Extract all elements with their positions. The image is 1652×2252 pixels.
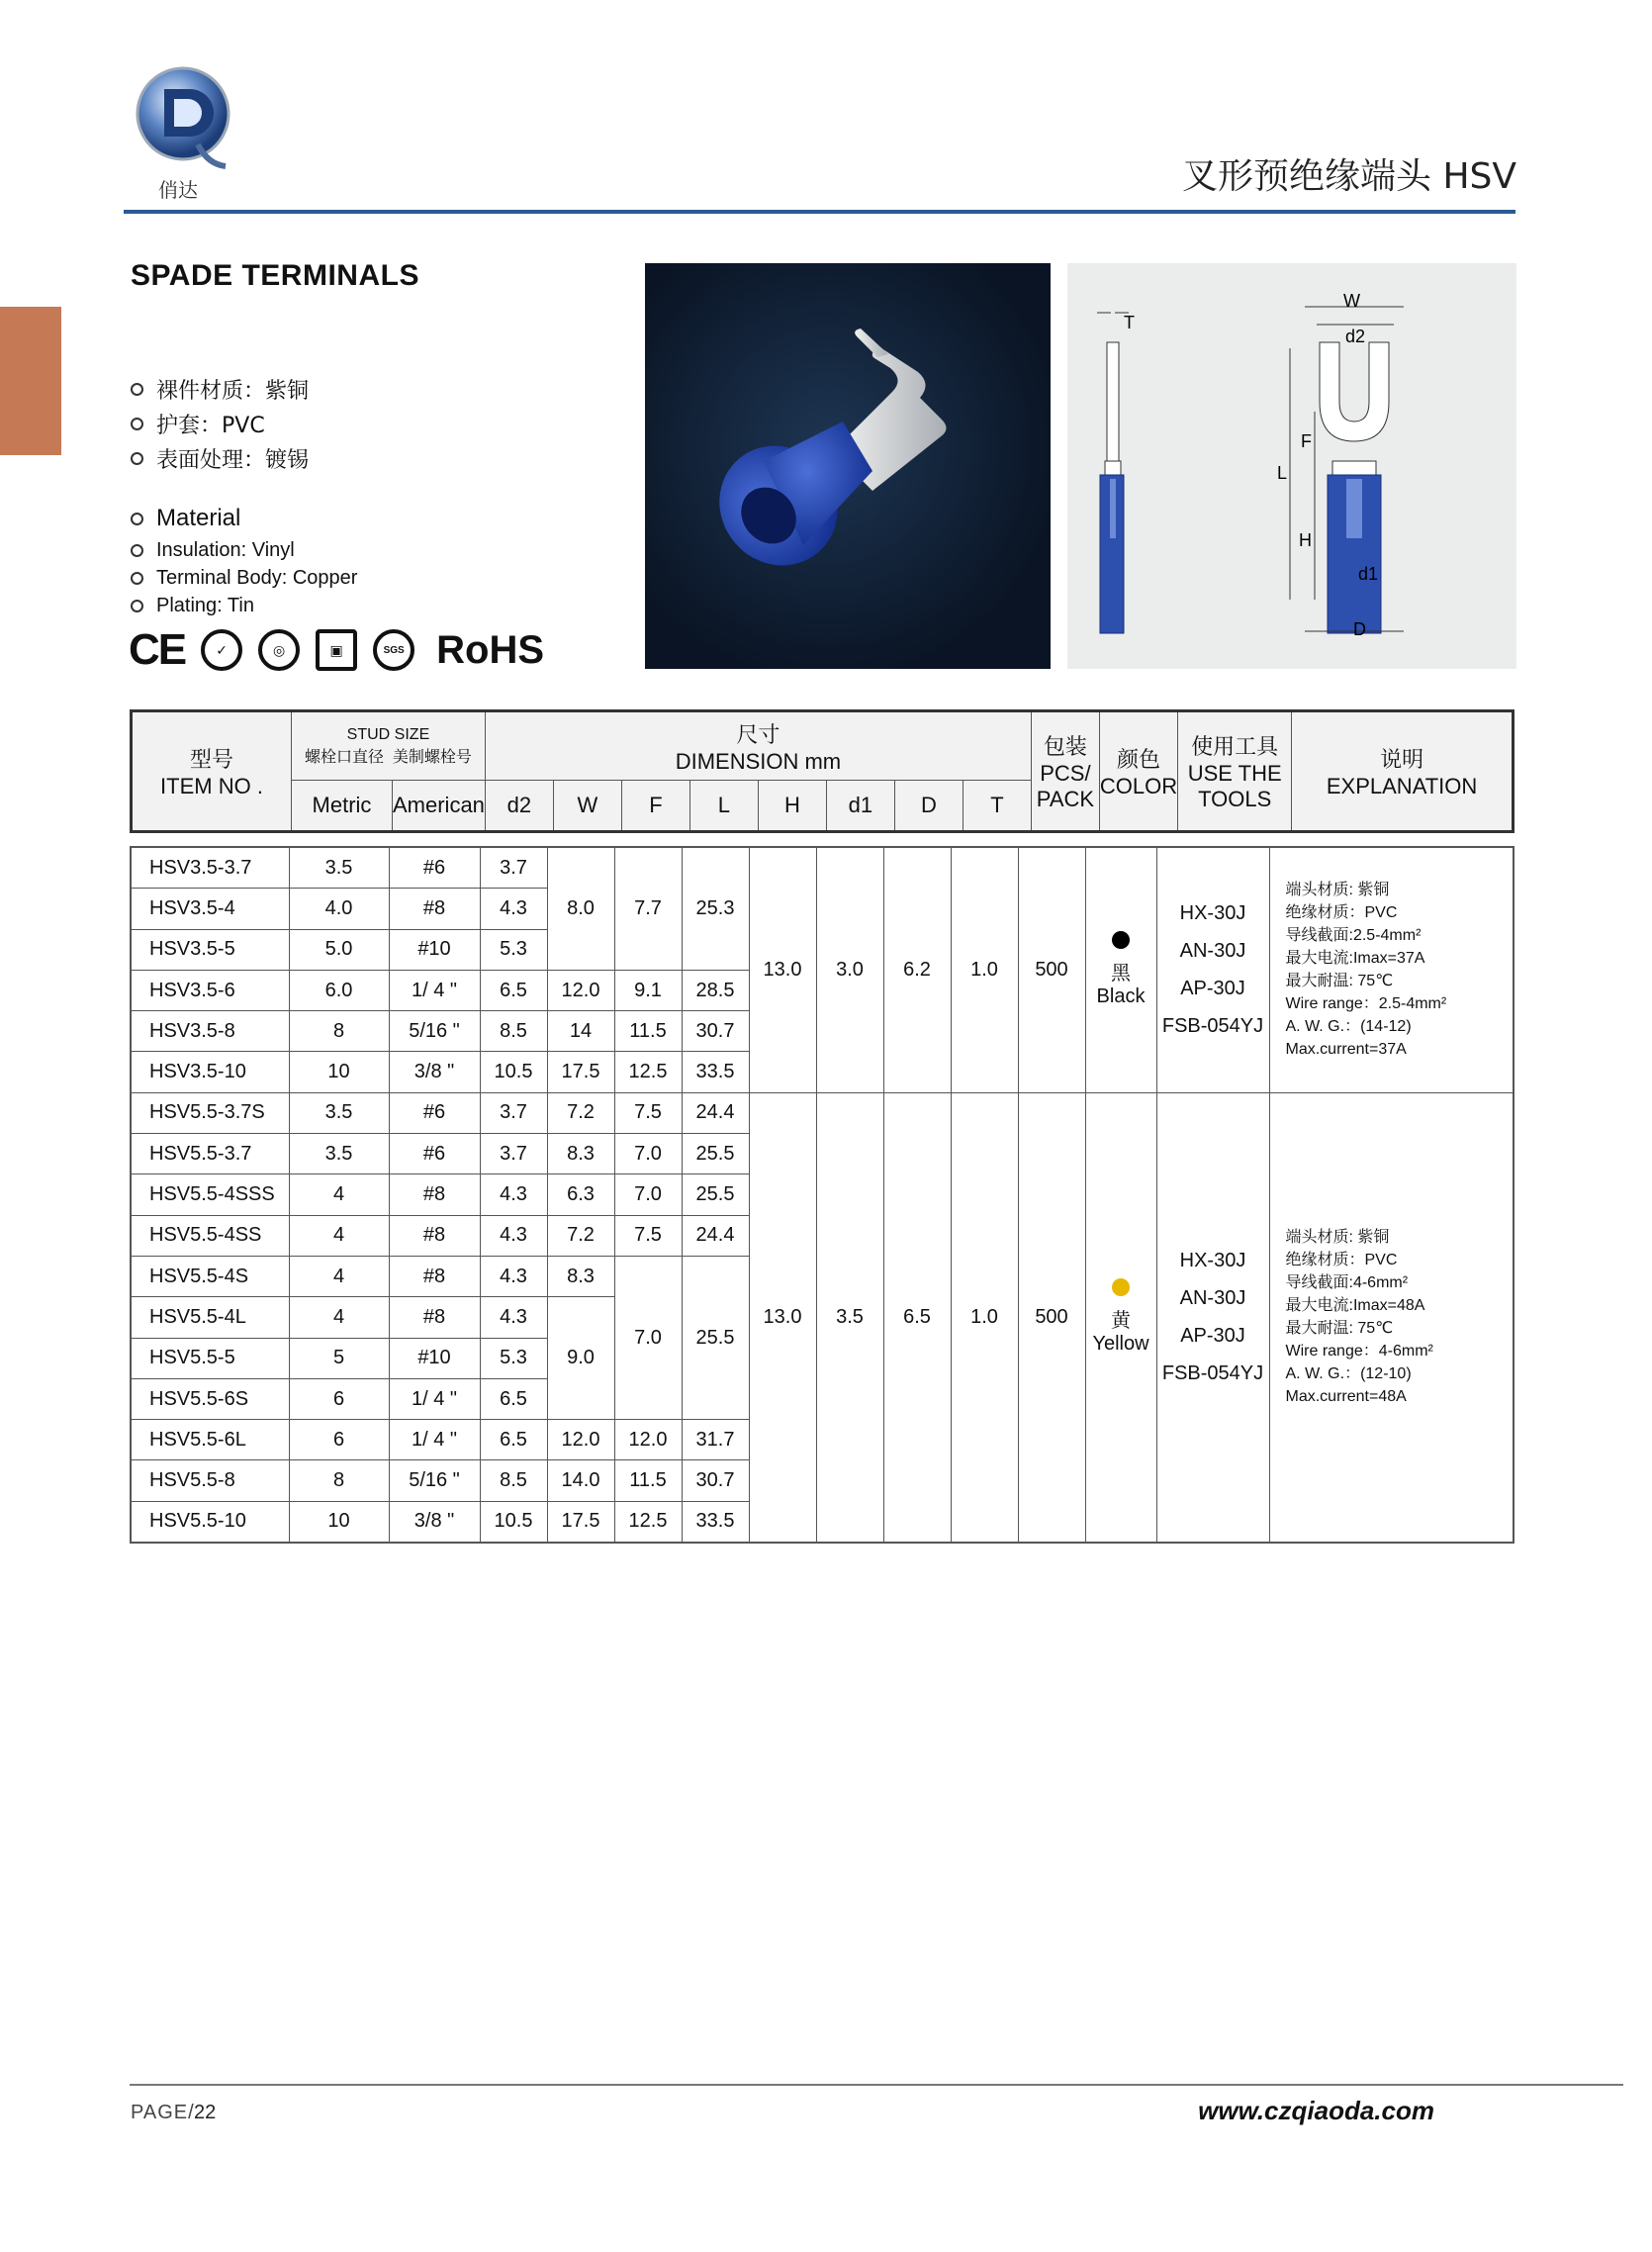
page-number: 22 (194, 2102, 217, 2123)
section-title: SPADE TERMINALS (131, 259, 419, 292)
table-cell: 12.5 (614, 1501, 682, 1543)
table-cell: 6.5 (480, 1378, 547, 1419)
table-cell: #10 (389, 929, 480, 970)
tools-cell: HX-30J AN-30J AP-30J FSB-054YJ (1156, 847, 1269, 1092)
header-L: L (689, 781, 758, 832)
table-cell: 6.5 (883, 1092, 951, 1543)
table-cell: 8.3 (547, 1134, 614, 1174)
table-cell: 7.2 (547, 1092, 614, 1133)
table-cell: 8.0 (547, 847, 614, 970)
dim-label-H: H (1299, 530, 1312, 550)
table-cell: 12.0 (614, 1420, 682, 1460)
spec-table-header (130, 709, 1514, 833)
table-cell: 13.0 (749, 1092, 816, 1543)
color-cell: 黄 Yellow (1085, 1092, 1156, 1543)
table-cell: HSV5.5-4S (131, 1256, 289, 1296)
table-cell: 500 (1018, 1092, 1085, 1543)
table-cell: 1/ 4 " (389, 1378, 480, 1419)
table-cell: 5.0 (289, 929, 389, 970)
table-cell: HSV5.5-3.7 (131, 1134, 289, 1174)
header-H: H (758, 781, 826, 832)
bullet-icon (131, 544, 143, 557)
table-cell: 33.5 (682, 1052, 749, 1092)
ul-mark-icon: ▣ (316, 629, 357, 671)
table-cell: 7.7 (614, 847, 682, 970)
table-cell: 13.0 (749, 847, 816, 1092)
table-cell: 11.5 (614, 1011, 682, 1052)
spec-item: Plating: Tin (131, 592, 357, 619)
dim-label-L: L (1277, 463, 1288, 483)
bullet-icon (131, 513, 143, 525)
table-cell: HSV3.5-3.7 (131, 847, 289, 889)
check-seal-icon: ✓ (201, 629, 242, 671)
table-cell: 4.3 (480, 1297, 547, 1338)
table-cell: 4.3 (480, 1256, 547, 1296)
table-cell: 6.0 (289, 970, 389, 1010)
color-swatch-icon (1112, 931, 1130, 949)
table-cell: 12.5 (614, 1052, 682, 1092)
table-cell: #8 (389, 1174, 480, 1215)
table-cell: #8 (389, 889, 480, 929)
dim-label-W: W (1343, 291, 1360, 311)
spec-table (130, 846, 1514, 1544)
table-cell: 6.3 (547, 1174, 614, 1215)
ce-mark-icon: CE (129, 625, 186, 674)
table-cell: 25.3 (682, 847, 749, 970)
header-american: American (393, 781, 486, 832)
table-cell: 5.3 (480, 929, 547, 970)
table-cell: 7.0 (614, 1134, 682, 1174)
certification-icon: ◎ (258, 629, 300, 671)
table-cell: 1/ 4 " (389, 970, 480, 1010)
header-W: W (553, 781, 621, 832)
table-cell: #8 (389, 1297, 480, 1338)
footer-divider (130, 2084, 1623, 2086)
table-cell: 24.4 (682, 1092, 749, 1133)
header-D: D (894, 781, 963, 832)
color-cell: 黑 Black (1085, 847, 1156, 1092)
logo-text: 俏达 (158, 178, 198, 202)
color-swatch-icon (1112, 1278, 1130, 1296)
table-cell: 3.5 (289, 1092, 389, 1133)
table-cell: 12.0 (547, 970, 614, 1010)
spec-item: Terminal Body: Copper (131, 564, 357, 592)
table-cell: HSV5.5-10 (131, 1501, 289, 1543)
table-cell: 5/16 " (389, 1011, 480, 1052)
table-cell: 11.5 (614, 1460, 682, 1501)
table-cell: 10 (289, 1501, 389, 1543)
table-cell: 25.5 (682, 1256, 749, 1419)
specs-english (131, 501, 357, 619)
table-cell: 5/16 " (389, 1460, 480, 1501)
table-cell: HSV3.5-5 (131, 929, 289, 970)
table-cell: 8.5 (480, 1460, 547, 1501)
table-cell: 9.0 (547, 1297, 614, 1420)
table-cell: 8 (289, 1011, 389, 1052)
explanation-cell: 端头材质: 紫铜 绝缘材质：PVC 导线截面:2.5-4mm² 最大电流:Imax=37A 最大耐温: 75℃ Wire range：2.5-4mm² A. W. G.：(14-12) Max.current=37A (1269, 847, 1514, 1092)
table-cell: 1.0 (951, 1092, 1018, 1543)
page-label: PAGE/ (131, 2102, 195, 2123)
table-cell: 3.7 (480, 1134, 547, 1174)
table-cell: 4 (289, 1215, 389, 1256)
table-cell: 6 (289, 1378, 389, 1419)
table-cell: 8 (289, 1460, 389, 1501)
product-photo (645, 263, 1051, 669)
header-d1: d1 (826, 781, 894, 832)
table-cell: 10 (289, 1052, 389, 1092)
table-cell: HSV5.5-4L (131, 1297, 289, 1338)
table-cell: 4.0 (289, 889, 389, 929)
dim-label-D: D (1353, 619, 1366, 639)
table-cell: 3/8 " (389, 1501, 480, 1543)
table-cell: HSV3.5-10 (131, 1052, 289, 1092)
table-cell: 5 (289, 1338, 389, 1378)
table-cell: #6 (389, 847, 480, 889)
header-tools: 使用工具 USE THE TOOLS (1178, 711, 1292, 832)
dim-label-F: F (1301, 431, 1312, 451)
table-cell: 1.0 (951, 847, 1018, 1092)
dim-label-d2: d2 (1345, 327, 1366, 346)
header-T: T (963, 781, 1031, 832)
table-cell: 4.3 (480, 1174, 547, 1215)
table-cell: 8.5 (480, 1011, 547, 1052)
header-metric: Metric (292, 781, 393, 832)
header-divider (124, 210, 1515, 214)
table-cell: 24.4 (682, 1215, 749, 1256)
table-cell: 1/ 4 " (389, 1420, 480, 1460)
header-explanation: 说明 EXPLANATION (1292, 711, 1514, 832)
header-stud-size: STUD SIZE 螺栓口直径 美制螺栓号 (292, 711, 486, 781)
table-cell: 3.5 (289, 847, 389, 889)
table-cell: 4 (289, 1174, 389, 1215)
website-url: www.czqiaoda.com (1198, 2096, 1434, 2125)
table-cell: 7.0 (614, 1256, 682, 1419)
table-cell: 17.5 (547, 1052, 614, 1092)
table-cell: 6.5 (480, 970, 547, 1010)
header-dimension: 尺寸 DIMENSION mm (485, 711, 1031, 781)
dim-label-d1: d1 (1358, 564, 1379, 584)
table-cell: HSV3.5-6 (131, 970, 289, 1010)
page-title: 叉形预绝缘端头 HSV (1182, 156, 1516, 197)
table-cell: 7.0 (614, 1174, 682, 1215)
table-cell: 4.3 (480, 1215, 547, 1256)
header-F: F (621, 781, 689, 832)
sgs-mark-icon: SGS (373, 629, 414, 671)
table-cell: 10.5 (480, 1052, 547, 1092)
table-cell: 3.5 (816, 1092, 883, 1543)
table-cell: 25.5 (682, 1174, 749, 1215)
table-cell: 3/8 " (389, 1052, 480, 1092)
table-cell: 8.3 (547, 1256, 614, 1296)
table-cell: HSV5.5-3.7S (131, 1092, 289, 1133)
spec-item: 表面处理：镀锡 (131, 441, 309, 476)
dim-label-T: T (1124, 313, 1135, 332)
table-row (131, 847, 1514, 889)
table-cell: 33.5 (682, 1501, 749, 1543)
table-cell: 6 (289, 1420, 389, 1460)
table-cell: 4 (289, 1297, 389, 1338)
side-tab (0, 307, 61, 455)
bullet-icon (131, 600, 143, 612)
table-cell: #8 (389, 1215, 480, 1256)
table-cell: 3.7 (480, 847, 547, 889)
table-cell: 30.7 (682, 1460, 749, 1501)
table-cell: 6.5 (480, 1420, 547, 1460)
bullet-icon (131, 383, 143, 396)
bullet-icon (131, 452, 143, 465)
table-cell: 4 (289, 1256, 389, 1296)
table-cell: 6.2 (883, 847, 951, 1092)
spec-item: 护套：PVC (131, 407, 309, 441)
table-cell: 28.5 (682, 970, 749, 1010)
table-cell: 5.3 (480, 1338, 547, 1378)
table-cell: HSV3.5-8 (131, 1011, 289, 1052)
table-cell: HSV5.5-4SSS (131, 1174, 289, 1215)
spec-item: Insulation: Vinyl (131, 536, 357, 564)
company-logo (129, 59, 237, 208)
table-cell: 7.2 (547, 1215, 614, 1256)
table-cell: 30.7 (682, 1011, 749, 1052)
table-cell: 7.5 (614, 1215, 682, 1256)
spec-heading: Material (131, 501, 357, 536)
table-cell: HSV5.5-8 (131, 1460, 289, 1501)
table-cell: #6 (389, 1092, 480, 1133)
rohs-mark: RoHS (436, 627, 545, 672)
bullet-icon (131, 418, 143, 430)
bullet-icon (131, 572, 143, 585)
table-cell: 31.7 (682, 1420, 749, 1460)
table-cell: HSV5.5-6L (131, 1420, 289, 1460)
table-cell: 14.0 (547, 1460, 614, 1501)
table-cell: HSV5.5-4SS (131, 1215, 289, 1256)
table-cell: HSV3.5-4 (131, 889, 289, 929)
table-cell: 14 (547, 1011, 614, 1052)
header-pack: 包装 PCS/ PACK (1031, 711, 1099, 832)
table-cell: 17.5 (547, 1501, 614, 1543)
specs-chinese (131, 372, 309, 476)
table-cell: 12.0 (547, 1420, 614, 1460)
table-cell: HSV5.5-5 (131, 1338, 289, 1378)
table-cell: 25.5 (682, 1134, 749, 1174)
table-cell: #10 (389, 1338, 480, 1378)
table-cell: HSV5.5-6S (131, 1378, 289, 1419)
explanation-cell: 端头材质: 紫铜 绝缘材质：PVC 导线截面:4-6mm² 最大电流:Imax=48A 最大耐温: 75℃ Wire range：4-6mm² A. W. G.：(12-10) Max.current=48A (1269, 1092, 1514, 1543)
table-cell: 4.3 (480, 889, 547, 929)
technical-drawing (1067, 263, 1516, 669)
table-row (131, 1092, 1514, 1133)
spec-item: 裸件材质：紫铜 (131, 372, 309, 407)
table-cell: 3.0 (816, 847, 883, 1092)
table-cell: 3.7 (480, 1092, 547, 1133)
table-cell: #8 (389, 1256, 480, 1296)
table-cell: 9.1 (614, 970, 682, 1010)
table-cell: 7.5 (614, 1092, 682, 1133)
header-d2: d2 (485, 781, 553, 832)
header-item: 型号 ITEM NO . (132, 711, 292, 832)
table-cell: 10.5 (480, 1501, 547, 1543)
table-cell: 500 (1018, 847, 1085, 1092)
table-cell: 3.5 (289, 1134, 389, 1174)
table-cell: #6 (389, 1134, 480, 1174)
certification-marks (129, 625, 544, 675)
tools-cell: HX-30J AN-30J AP-30J FSB-054YJ (1156, 1092, 1269, 1543)
header-color: 颜色 COLOR (1099, 711, 1177, 832)
